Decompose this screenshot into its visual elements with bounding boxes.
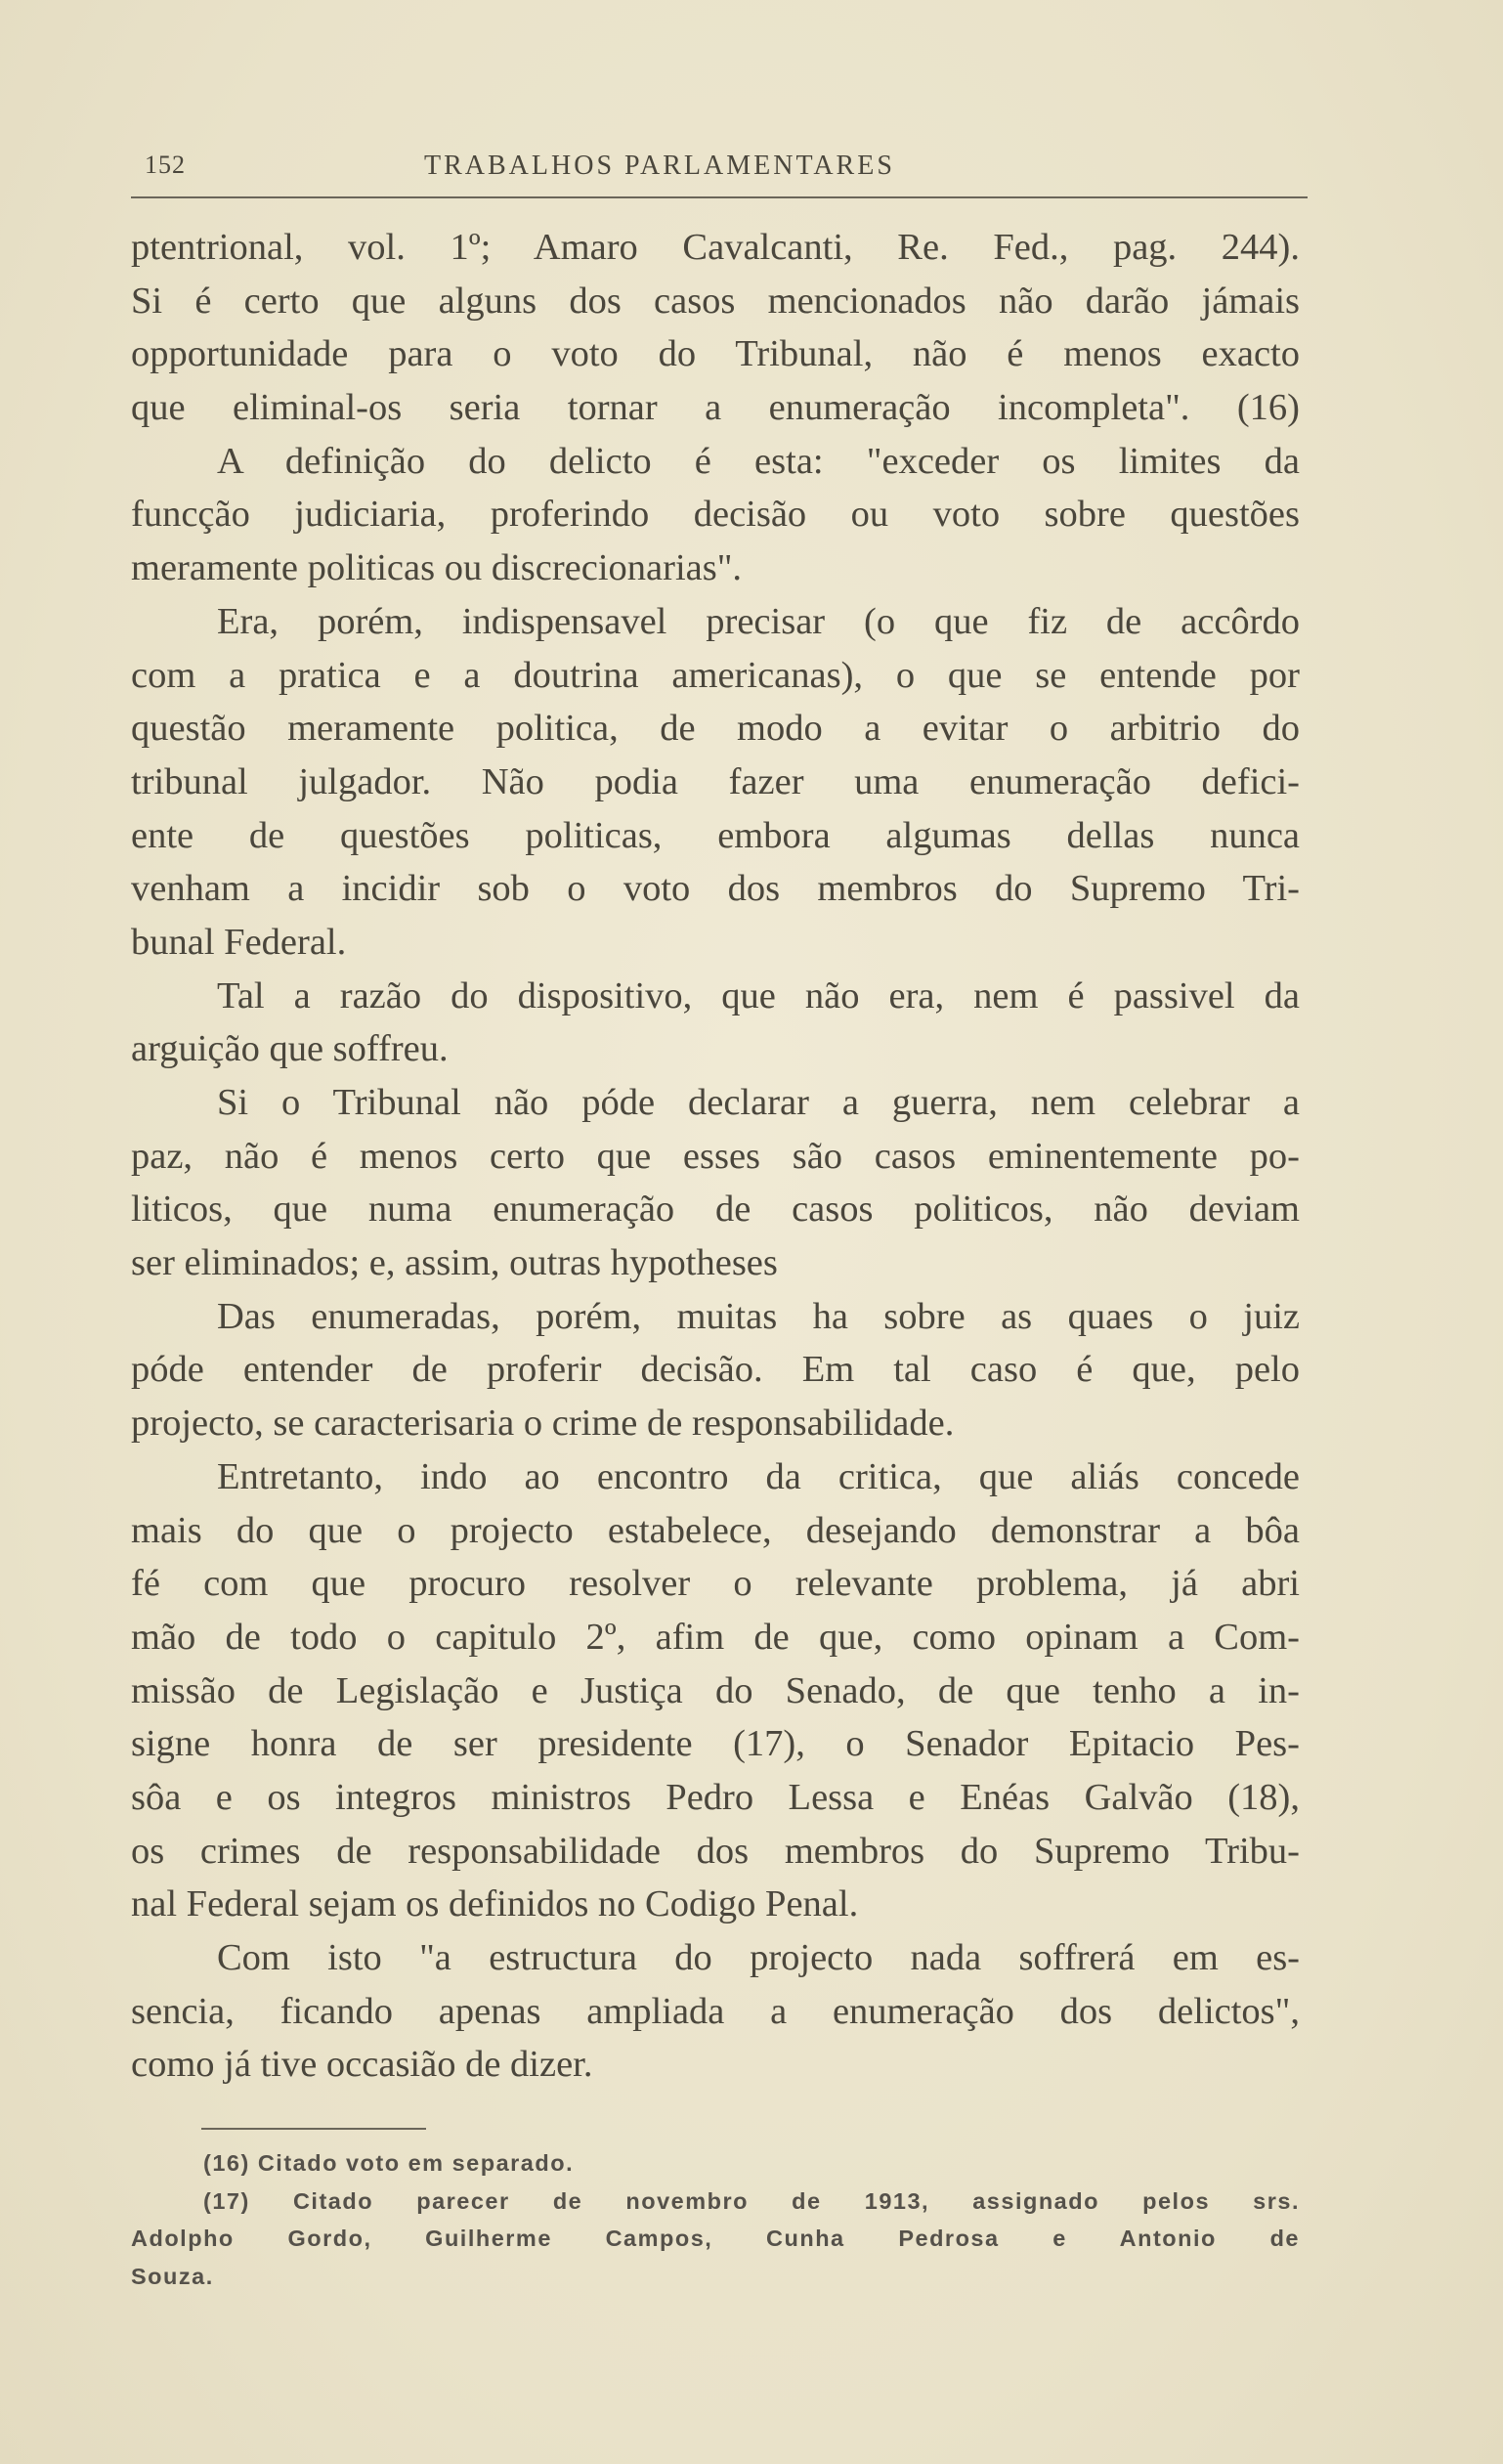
text-line: com a pratica e a doutrina americanas), o que se entende por [131,654,1300,696]
footnote-rule [201,2128,426,2130]
footnotes [131,2144,1300,2295]
footnote-line: Souza. [131,2263,214,2289]
text-line: questão meramente politica, de modo a evitar o arbitrio do [131,708,1300,750]
text-line: sencia, ficando apenas ampliada a enumeração dos delictos", [131,1990,1300,2032]
text-line: que eliminal-os seria tornar a enumeração incompleta". (16) [131,387,1300,429]
text-line: paz, não é menos certo que esses são casos eminentemente po- [131,1135,1300,1177]
footnote-line: (16) Citado voto em separado. [203,2150,575,2176]
footnote-line: (17) Citado parecer de novembro de 1913, assignado pelos srs. [203,2187,1300,2214]
page-header [131,147,1300,186]
running-title: TRABALHOS PARLAMENTARES [424,151,895,181]
text-line: sôa e os integros ministros Pedro Lessa e Enéas Galvão (18), [131,1776,1300,1818]
text-line: como já tive occasião de dizer. [131,2044,593,2086]
text-line: póde entender de proferir decisão. Em tal caso é que, pelo [131,1349,1300,1391]
text-line: missão de Legislação e Justiça do Senado, de que tenho a in- [131,1669,1300,1711]
text-line: fé com que procuro resolver o relevante problema, já abri [131,1563,1300,1605]
text-line: mão de todo o capitulo 2º, afim de que, como opinam a Com- [131,1616,1300,1658]
text-line: Tal a razão do dispositivo, que não era, nem é passivel da [217,974,1300,1016]
text-line: nal Federal sejam os definidos no Codigo Penal. [131,1883,859,1925]
text-line: mais do que o projecto estabelece, desejando demonstrar a bôa [131,1509,1300,1551]
text-line: venham a incidir sob o voto dos membros do Supremo Tri- [131,868,1300,910]
text-line: bunal Federal. [131,921,347,963]
text-line: ente de questões politicas, embora algumas dellas nunca [131,814,1300,856]
text-line: Com isto "a estructura do projecto nada soffrerá em es- [217,1937,1300,1978]
text-line: Si é certo que alguns dos casos mencionados não darão jámais [131,280,1300,322]
text-line: projecto, se caracterisaria o crime de responsabilidade. [131,1403,955,1445]
text-line: meramente politicas ou discrecionarias". [131,547,743,589]
text-line: tribunal julgador. Não podia fazer uma enumeração defici- [131,760,1300,802]
page-number: 152 [145,151,186,179]
text-line: os crimes de responsabilidade dos membros do Supremo Tribu- [131,1830,1300,1872]
text-line: funcção judiciaria, proferindo decisão ou voto sobre questões [131,494,1300,536]
footnote-line: Adolpho Gordo, Guilherme Campos, Cunha Pedrosa e Antonio de [131,2226,1300,2251]
text-line: Si o Tribunal não póde declarar a guerra, nem celebrar a [217,1082,1300,1123]
header-rule [131,196,1308,198]
text-line: ser eliminados; e, assim, outras hypotheses [131,1242,778,1284]
body-text [131,221,1300,2092]
text-line: A definição do delicto é esta: "exceder os limites da [217,440,1300,482]
text-line: signe honra de ser presidente (17), o Senador Epitacio Pes- [131,1723,1300,1765]
text-line: Era, porém, indispensavel precisar (o que fiz de accôrdo [217,600,1300,642]
text-line: ptentrional, vol. 1º; Amaro Cavalcanti, Re. Fed., pag. 244). [131,227,1300,268]
text-line: arguição que soffreu. [131,1028,449,1070]
text-line: opportunidade para o voto do Tribunal, não é menos exacto [131,333,1300,375]
text-line: Das enumeradas, porém, muitas ha sobre as quaes o juiz [217,1295,1300,1337]
text-line: liticos, que numa enumeração de casos politicos, não deviam [131,1189,1300,1231]
text-line: Entretanto, indo ao encontro da critica, que aliás concede [217,1455,1300,1497]
